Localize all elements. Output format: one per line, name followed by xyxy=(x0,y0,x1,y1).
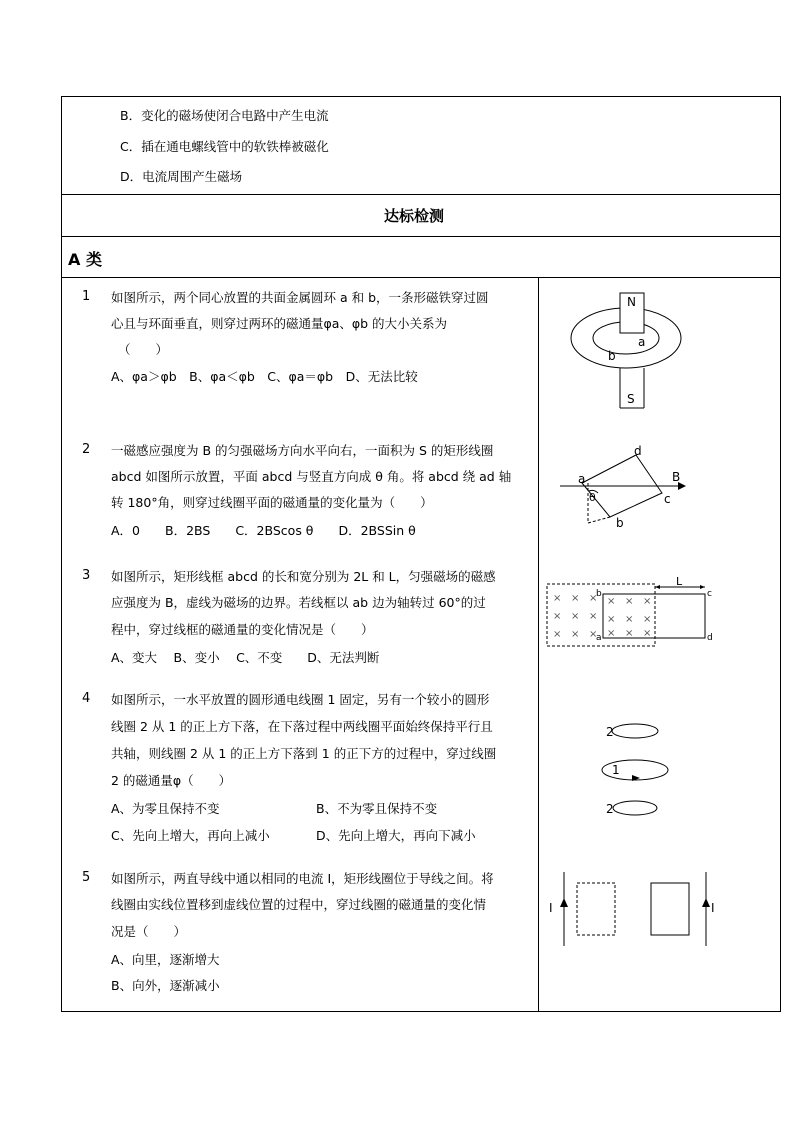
table-column-divider xyxy=(538,277,539,1012)
table-top-border xyxy=(61,96,781,97)
q3-fig-label-length: L xyxy=(676,575,683,588)
svg-text:×: × xyxy=(643,596,652,607)
q3-line-2: 应强度为 B，虚线为磁场的边界。若线框以 ab 边为轴转过 60°的过 xyxy=(111,595,486,610)
option-c-top: C．插在通电螺线管中的软铁棒被磁化 xyxy=(120,139,329,154)
svg-text:×: × xyxy=(571,611,580,622)
q4-figure-falling-coils xyxy=(600,718,700,823)
svg-text:×: × xyxy=(589,593,598,604)
category-label: A 类 xyxy=(68,250,102,269)
q1-figure-magnet-rings xyxy=(568,290,698,415)
q1-fig-label-b: b xyxy=(608,349,616,363)
q5-option-b: B、向外，逐渐减小 xyxy=(111,978,220,993)
option-d-top: D．电流周围产生磁场 xyxy=(120,169,243,184)
q3-options: A、变大 B、变小 C、不变 D、无法判断 xyxy=(111,650,380,665)
q1-fig-label-n: N xyxy=(627,295,636,309)
svg-text:×: × xyxy=(571,593,580,604)
q4-option-a: A、为零且保持不变 xyxy=(111,801,220,816)
q4-fig-label-top: 2 xyxy=(606,725,614,739)
svg-text:×: × xyxy=(625,628,634,639)
q4-fig-label-bottom: 2 xyxy=(606,802,614,816)
q2-options: A．0 B．2BS C．2BScos θ D．2BSSin θ xyxy=(111,523,416,538)
q4-line-2: 线圈 2 从 1 的正上方下落，在下落过程中两线圈平面始终保持平行且 xyxy=(111,719,493,734)
q1-line-2: 心且与环面垂直，则穿过两环的磁通量φa、φb 的大小关系为 xyxy=(111,316,448,331)
q2-fig-label-field: B xyxy=(672,470,681,484)
q4-option-d: D、先向上增大，再向下减小 xyxy=(316,828,476,843)
q1-options: A、φa＞φb B、φa＜φb C、φa＝φb D、无法比较 xyxy=(111,369,418,384)
table-left-border xyxy=(61,96,62,1012)
svg-text:×: × xyxy=(643,614,652,625)
option-b-top: B．变化的磁场使闭合电路中产生电流 xyxy=(120,108,329,123)
q3-fig-label-c: c xyxy=(707,589,712,599)
svg-text:×: × xyxy=(553,611,562,622)
svg-text:×: × xyxy=(625,596,634,607)
q3-fig-label-d: d xyxy=(707,633,713,643)
q5-fig-label-left-current: I xyxy=(549,901,553,915)
q2-fig-label-a: a xyxy=(578,472,586,486)
table-rule-3 xyxy=(61,277,781,278)
q4-option-c: C、先向上增大，再向上减小 xyxy=(111,828,270,843)
svg-text:×: × xyxy=(643,628,652,639)
q3-line-3: 程中，穿过线框的磁通量的变化情况是（ ） xyxy=(111,622,374,637)
svg-text:×: × xyxy=(625,614,634,625)
svg-text:×: × xyxy=(589,611,598,622)
q1-line-1: 如图所示，两个同心放置的共面金属圆环 a 和 b，一条形磁铁穿过圆 xyxy=(111,290,489,305)
svg-text:×: × xyxy=(607,614,616,625)
question-number-1: 1 xyxy=(82,289,91,304)
q2-line-2: abcd 如图所示放置，平面 abcd 与竖直方向成 θ 角。将 abcd 绕 ad 轴 xyxy=(111,469,512,484)
question-number-4: 4 xyxy=(82,691,91,706)
table-rule-2 xyxy=(61,236,781,237)
question-number-5: 5 xyxy=(82,870,91,885)
svg-text:×: × xyxy=(607,628,616,639)
svg-text:×: × xyxy=(607,596,616,607)
q5-line-1: 如图所示，两直导线中通以相同的电流 I，矩形线圈位于导线之间。将 xyxy=(111,871,494,886)
table-rule-1 xyxy=(61,194,781,195)
q2-line-1: 一磁感应强度为 B 的匀强磁场方向水平向右，一面积为 S 的矩形线圈 xyxy=(111,443,494,458)
q5-option-a: A、向里，逐渐增大 xyxy=(111,952,220,967)
q3-line-1: 如图所示，矩形线框 abcd 的长和宽分别为 2L 和 L，匀强磁场的磁感 xyxy=(111,569,496,584)
svg-text:×: × xyxy=(553,593,562,604)
q5-line-3: 况是（ ） xyxy=(111,924,187,939)
svg-text:×: × xyxy=(553,629,562,640)
q2-figure-tilted-coil xyxy=(560,445,700,535)
q4-option-b: B、不为零且保持不变 xyxy=(316,801,438,816)
q5-line-2: 线圈由实线位置移到虚线位置的过程中，穿过线圈的磁通量的变化情 xyxy=(111,897,487,912)
q4-line-1: 如图所示，一水平放置的圆形通电线圈 1 固定，另有一个较小的圆形 xyxy=(111,692,490,707)
question-number-2: 2 xyxy=(82,442,91,457)
q2-fig-label-b: b xyxy=(616,516,624,530)
q2-line-3: 转 180°角，则穿过线圈平面的磁通量的变化量为（ ） xyxy=(111,495,433,510)
svg-text:×: × xyxy=(571,629,580,640)
q1-fig-label-s: S xyxy=(627,392,635,406)
q4-fig-label-mid: 1 xyxy=(612,763,620,777)
table-right-border xyxy=(780,96,781,1012)
q4-line-3: 共轴，则线圈 2 从 1 的正上方下落到 1 的正下方的过程中，穿过线圈 xyxy=(111,746,497,761)
q1-line-3: （ ） xyxy=(118,342,169,357)
q5-figure-wires-coil xyxy=(545,870,725,950)
question-number-3: 3 xyxy=(82,568,91,583)
q5-fig-label-right-current: I xyxy=(711,901,715,915)
q3-fig-label-b: b xyxy=(596,589,602,599)
q3-fig-label-a: a xyxy=(596,633,602,643)
q2-fig-label-c: c xyxy=(664,492,671,506)
q1-fig-label-a: a xyxy=(638,335,646,349)
q3-figure-field-frame xyxy=(545,574,720,654)
section-title: 达标检测 xyxy=(384,207,445,225)
q4-line-4: 2 的磁通量φ（ ） xyxy=(111,773,232,788)
q2-fig-label-d: d xyxy=(634,445,642,458)
svg-text:×: × xyxy=(589,629,598,640)
table-bottom-border xyxy=(61,1011,781,1012)
q2-fig-label-theta: θ xyxy=(589,491,596,504)
